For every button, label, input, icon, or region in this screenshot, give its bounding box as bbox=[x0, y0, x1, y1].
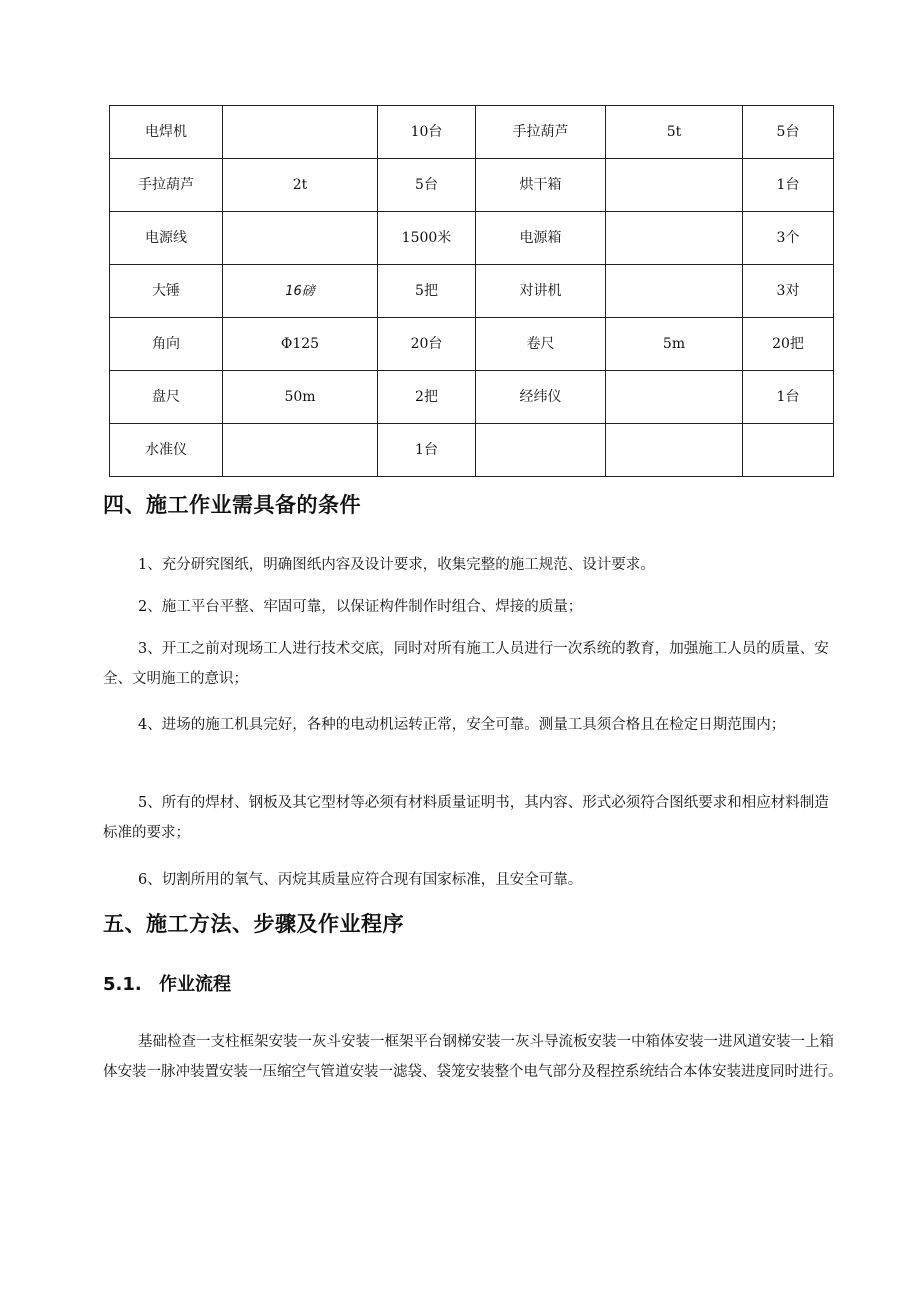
table-row bbox=[110, 318, 834, 371]
table-row bbox=[110, 371, 834, 424]
condition-item-4: 4、进场的施工机具完好，各种的电动机运转正常，安全可靠。测量工具须合格且在检定日期范围内； bbox=[138, 717, 786, 733]
condition-item-6: 6、切割所用的氧气、丙烷其质量应符合现有国家标准，且安全可靠。 bbox=[138, 872, 583, 888]
table-cell: 3个 bbox=[743, 212, 834, 265]
table-cell: 5台 bbox=[378, 159, 476, 212]
table-cell: 电源箱 bbox=[476, 212, 606, 265]
table-cell bbox=[606, 371, 743, 424]
table-cell: 5台 bbox=[743, 106, 834, 159]
table-cell: 手拉葫芦 bbox=[476, 106, 606, 159]
table-cell: 手拉葫芦 bbox=[110, 159, 223, 212]
table-cell: 电焊机 bbox=[110, 106, 223, 159]
subsection-5-1-heading bbox=[103, 970, 231, 996]
table-cell: 5m bbox=[606, 318, 743, 371]
table-cell: 烘干箱 bbox=[476, 159, 606, 212]
table-cell: 大锤 bbox=[110, 265, 223, 318]
subsection-number: 5.1. bbox=[103, 974, 142, 995]
table-cell bbox=[606, 212, 743, 265]
section-5-heading: 五、施工方法、步骤及作业程序 bbox=[103, 912, 404, 936]
table-cell: Φ125 bbox=[223, 318, 378, 371]
table-cell: 20把 bbox=[743, 318, 834, 371]
table-cell bbox=[606, 424, 743, 477]
table-row bbox=[110, 424, 834, 477]
table-cell: 5把 bbox=[378, 265, 476, 318]
table-cell: 经纬仪 bbox=[476, 371, 606, 424]
table-cell bbox=[223, 212, 378, 265]
table-cell: 10台 bbox=[378, 106, 476, 159]
table-cell: 1500米 bbox=[378, 212, 476, 265]
table-cell: 3对 bbox=[743, 265, 834, 318]
table-cell: 20台 bbox=[378, 318, 476, 371]
table-cell: 电源线 bbox=[110, 212, 223, 265]
table-cell bbox=[223, 106, 378, 159]
table-cell bbox=[743, 424, 834, 477]
table-cell: 盘尺 bbox=[110, 371, 223, 424]
table-cell bbox=[606, 159, 743, 212]
condition-item-5: 5、所有的焊材、钢板及其它型材等必须有材料质量证明书，其内容、形式必须符合图纸要求和相应材料制造标准的要求； bbox=[103, 795, 829, 841]
table-cell: 角向 bbox=[110, 318, 223, 371]
table-cell: 50m bbox=[223, 371, 378, 424]
table-row bbox=[110, 212, 834, 265]
workflow-text: 基础检查一支柱框架安装一灰斗安装一框架平台钢梯安装一灰斗导流板安装一中箱体安装一进风道安装一上箱体安装一脉冲装置安装一压缩空气管道安装一滤袋、袋笼安装整个电气部分及程控系统结合本体安装进度同时进行。 bbox=[103, 1034, 843, 1080]
table-cell: 2把 bbox=[378, 371, 476, 424]
table-cell: 水准仪 bbox=[110, 424, 223, 477]
table-cell bbox=[223, 424, 378, 477]
table-cell: 1台 bbox=[378, 424, 476, 477]
table-row bbox=[110, 159, 834, 212]
table-cell: 卷尺 bbox=[476, 318, 606, 371]
table-cell: 1台 bbox=[743, 159, 834, 212]
section-4-heading: 四、施工作业需具备的条件 bbox=[103, 493, 361, 517]
condition-item-2: 2、施工平台平整、牢固可靠，以保证构件制作时组合、焊接的质量； bbox=[138, 599, 583, 615]
table-cell bbox=[476, 424, 606, 477]
subsection-title: 作业流程 bbox=[159, 974, 231, 995]
table-cell: 1台 bbox=[743, 371, 834, 424]
table-cell bbox=[606, 265, 743, 318]
table-cell: 5t bbox=[606, 106, 743, 159]
table-cell: 2t bbox=[223, 159, 378, 212]
condition-item-3: 3、开工之前对现场工人进行技术交底，同时对所有施工人员进行一次系统的教育，加强施工人员的质量、安全、文明施工的意识； bbox=[103, 641, 829, 687]
table-cell bbox=[223, 265, 378, 318]
cell-text: 16磅 bbox=[285, 283, 315, 299]
table-cell: 对讲机 bbox=[476, 265, 606, 318]
equipment-table bbox=[109, 105, 834, 477]
condition-item-1: 1、充分研究图纸，明确图纸内容及设计要求，收集完整的施工规范、设计要求。 bbox=[138, 557, 655, 573]
table-row bbox=[110, 265, 834, 318]
table-row bbox=[110, 106, 834, 159]
